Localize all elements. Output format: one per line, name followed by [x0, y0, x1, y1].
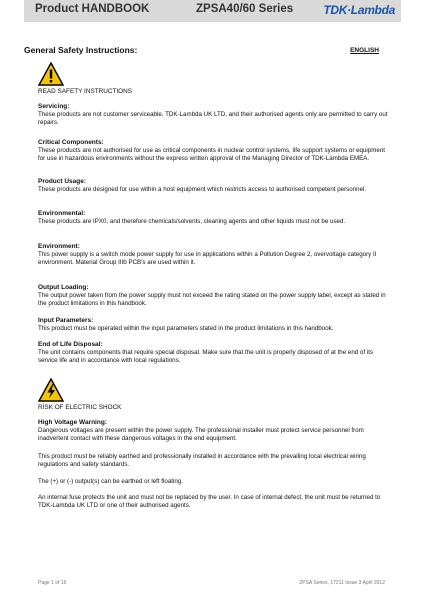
section-text: The output power taken from the power supply must not exceed the rating stated on the power supply label, except as stated in the product limitations in this handbook.	[38, 292, 386, 308]
document-reference: ZPSA Series, 17211 Issue 3 April 2012	[299, 580, 385, 586]
section-text: The (+) or (-) output(s) can be earthed or left floating.	[38, 478, 183, 485]
section-servicing	[38, 103, 388, 128]
section-text: These products are not authorised for use as critical components in nuclear control systems, life support systems or equipment for use in hazardous environments without the express written approval of the Managing Director of TDK-Lambda EMEA.	[38, 147, 386, 163]
section-heading: Environmental:	[38, 210, 86, 217]
section-text: This product must be operated within the input parameters stated in the product limitations in this handbook.	[38, 325, 334, 332]
section-heading: Output Loading:	[38, 284, 89, 291]
section-high-voltage	[38, 419, 388, 444]
section-output-earthing	[38, 478, 388, 486]
section-heading: Critical Components:	[38, 139, 104, 146]
warning-exclamation-icon	[38, 62, 64, 86]
section-text: These products are IPX0, and therefore chemicals/solvents, cleaning agents and other liquids must not be used.	[38, 218, 346, 225]
language-label: ENGLISH	[350, 47, 379, 54]
section-heading: High Voltage Warning:	[38, 419, 107, 426]
section-critical-components	[38, 139, 388, 164]
brand-logo: TDK·Lambda	[323, 3, 395, 17]
section-heading: End of Life Disposal:	[38, 341, 103, 348]
section-text: The unit contains components that require special disposal. Make sure that the unit is properly disposed of at the end of its service life and in accordance with local regulations.	[38, 349, 374, 365]
section-earthing	[38, 453, 388, 470]
page-title: General Safety Instructions:	[24, 45, 138, 55]
section-text: This power supply is a switch mode power supply for use in applications within a Pollution Degree 2, overvoltage category II environment. Material Group IIIb PCB’s are used within it.	[38, 251, 377, 267]
section-heading: Environment:	[38, 243, 80, 250]
section-input-parameters	[38, 317, 388, 333]
section-internal-fuse	[38, 494, 388, 511]
electric-shock-caption: RISK OF ELECTRIC SHOCK	[38, 404, 122, 411]
section-text: An internal fuse protects the unit and must not be replaced by the user. In case of internal defect, the unit must be returned to TDK-Lambda UK LTD or one of their authorised agents.	[38, 494, 381, 510]
section-text: These products are not customer serviceable. TDK-Lambda UK LTD. and their authorised agents only are permitted to carry out repairs.	[38, 111, 388, 127]
section-text: These products are designed for use within a host equipment which restricts access to authorised competent personnel.	[38, 186, 367, 193]
header-series: ZPSA40/60 Series	[196, 3, 294, 15]
header-handbook: Product HANDBOOK	[35, 3, 150, 15]
section-environmental	[38, 210, 388, 226]
section-end-of-life	[38, 341, 388, 366]
section-text: Dangerous voltages are present within the power supply. The professional installer must protect service personnel from inadvertent contact with these dangerous voltages in the end equipment.	[38, 427, 364, 443]
page-number: Page 1 of 16	[38, 580, 67, 586]
section-heading: Input Parameters:	[38, 317, 94, 324]
section-product-usage	[38, 178, 388, 194]
electric-shock-warning-icon	[38, 378, 64, 402]
section-heading: Product Usage:	[38, 178, 87, 185]
section-heading: Servicing:	[38, 103, 70, 110]
section-text: This product must be reliably earthed and professionally installed in accordance with the prevailing local electrical wiring regulations and safety standards.	[38, 453, 366, 469]
section-environment	[38, 243, 388, 268]
section-output-loading	[38, 284, 388, 309]
page-header	[24, 0, 401, 22]
read-safety-caption: READ SAFETY INSTRUCTIONS	[38, 88, 132, 95]
